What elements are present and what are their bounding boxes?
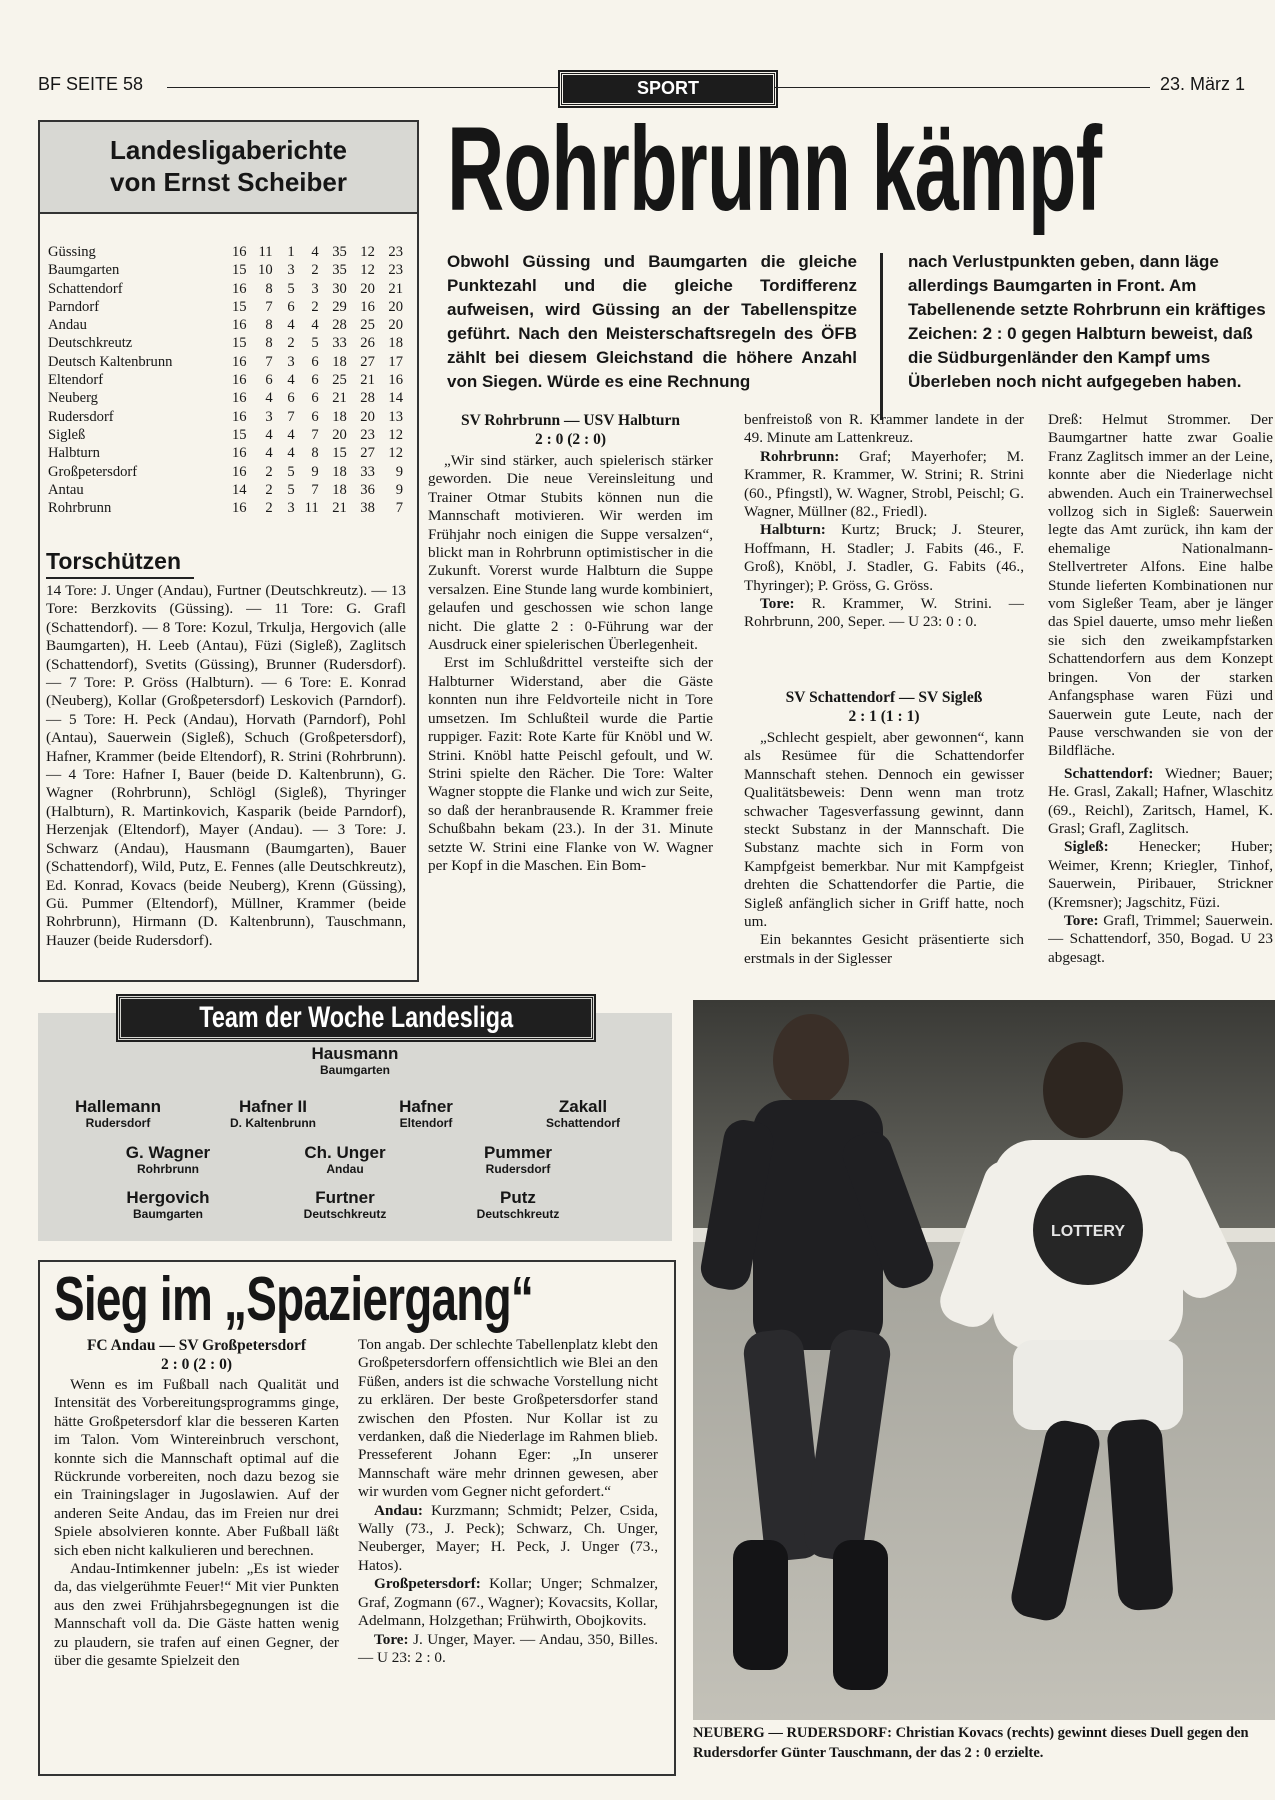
stat-cell: 5 [311,335,319,352]
team-of-week-title-text: Team der Woche Landesliga [199,1001,513,1034]
match1-lineup-b [744,521,1024,595]
scorers-title: Torschützen [46,548,182,574]
player-club: Deutschkreutz [476,1207,560,1221]
scorers-text: 14 Tore: J. Unger (Andau), Furtner (Deutschkreutz). — 13 Tore: Berzkovits (Güssing). — 11 Tore: G. Grafl (Schattendorf). — 8 Tore: Kozul, Trkulja, Hergovich (alle Baumgarten), H. Leeb (Antau), Füzi (Sigleß), Zaglitsch (Schattendorf), Svetits (Güssing), Brunner (Rudersdorf). — 7 Tore: P. Gröss (Halbturn). — 6 Tore: E. Konrad (Neuberg), Kollar (Großpetersdorf) Leskovich (Parndorf). — 5 Tore: H. Peck (Andau), Horvath (Parndorf), Pohl (Antau), Sauerwein (Sigleß), Schuch (Großpetersdorf), Hafner, Krammer (beide Eltendorf), R. Strini (Rohrbrunn). — 4 Tore: Hafner I, Bauer (beide D. Kaltenbrunn), G. Wagner (Rohrbrunn), Schlögl (Sigleß), Thyringer (Halbturn), R. Martinkovich, Kasparik (beide Parndorf), Herzenjak (Eltendorf), Mayer (Andau). — 3 Tore: J. Schwarz (Andau), Hausmann (Baumgarten), Bauer (Schattendorf), Wild, Putz, E. Fennes (alle Deutschkreutz), Ed. Konrad, Kovacs (beide Neuberg), Krenn (Güssing), Gü. Pummer (Eltendorf), Müllner, Krammer (beide Rohrbrunn), Hirmann (D. Kaltenbrunn), Tauschmann, Hauzer (beide Rudersdorf). [46,582,406,949]
stat-cell: 27 [360,353,375,370]
stat-cell: 21 [332,500,347,517]
stat-cell: 15 [231,298,247,315]
stat-cell: 16 [231,500,247,517]
stat-cell: 17 [388,353,403,370]
header-rule-left [167,87,560,88]
standings-table [48,243,403,517]
standings-row [48,499,403,517]
player-ch-unger [270,1143,420,1176]
team-name: Halbturn [48,445,100,462]
match3-p1: Wenn es im Fußball nach Qualität und Intensität des Vorbereitungsprogramms ginge, hätte Großpetersdorf klar die besseren Karten im Talon. Vom Wintereinbruch verschont, konnte sich die Mannschaft optimal auf die Rückrunde vorbereiten, noch dazu bezog sie ein Trainingslager in Jugoslawien. Auf der anderen Seite Andau, das im Freien nur drei Spiele absolvieren konnte. Aber Fußball läßt sich eben nicht kalkulieren und berechnen. [54,1376,339,1559]
standings-row [48,371,403,389]
player-name: Hausmann [311,1044,399,1063]
match2-p2: Ein bekanntes Gesicht präsentierte sich erstmals in der Siglesser [744,931,1024,967]
stat-cell: 8 [311,445,319,462]
stat-cell: 21 [360,372,375,389]
match2-p3: Dreß: Helmut Strommer. Der Baumgartner hatte zwar Goalie Franz Zaglitsch immer an der Leine, konnte aber die Niederlage nicht abwenden. Auch ein Trainerwechsel vollzog sich in Sigleß: Sauerwein legte das Amt zurück, ihn kam der ehemalige Nationalmann-Stellvertreter Alfons. Eine halbe Stunde lieferten Kombinationen nur vom Sigleßer Team, aber je länger das Spiel dauerte, umso mehr ließen sie sich den zweikampfstarken Schattendorfern aus dem Konzept bringen. Von der starken Anfangsphase waren Füzi und Sauerwein gute Leute, nach der Pause verschwanden sie von der Bildfläche. [1048,411,1273,760]
team-name: Schattendorf [48,280,123,297]
player-name: Furtner [315,1188,375,1207]
match1-team-a: Graf; Mayerhofer; M. Krammer, R. Krammer, W. Strini; R. Strini (60., Pfingstl), W. Wagner, Strobl, Peischl; G. Wagner, Müllner (82., Friedl). [744,447,1025,521]
match3-score: 2 : 0 (2 : 0) [160,1356,233,1373]
player-name: Putz [500,1188,536,1207]
stat-cell: 15 [332,445,347,462]
player-club: Rudersdorf [85,1116,151,1130]
stat-cell: 4 [311,244,319,260]
stat-cell: 4 [287,445,295,462]
match3-headline: Sieg im „Spaziergang“ [54,1265,534,1334]
match2-body [744,729,1024,968]
stat-cell: 28 [332,317,347,334]
team-name: Baumgarten [48,262,120,279]
caption-label: NEUBERG — RUDERSDORF: [693,1725,892,1741]
stat-cell: 7 [311,426,319,443]
match1-continued [744,411,1024,632]
player-name: Hergovich [126,1188,210,1207]
match-photo [693,1000,1275,1720]
match1-p1: „Wir sind stärker, auch spielerisch stärker geworden. Die neue Vereinsleitung und Trainer Otmar Stubits können nun die Mannschaft motivieren. Wir werden im Frühjahr noch einigen die Suppe versalzen“, blickt man in Rohrbrunn optimistischer in die Zukunft. Vorerst wurde Halbturn die Suppe versalzen. Eine Stunde lang wurde kombiniert, gelaufen und geschossen wie schon lange nicht. Die glatte 2 : 0-Führung war der Ausdruck einer spielerischen Überlegenheit. [428,452,713,654]
main-headline: Rohrbrunn kämpf [447,102,1102,236]
standings-row [48,408,403,426]
match1-goals: R. Krammer, W. Strini. — Rohrbrunn, 200, Seper. — U 23: 0 : 0. [744,595,1024,631]
player-hafner-ii [198,1097,348,1130]
player-club: Deutschkreutz [303,1207,387,1221]
stat-cell: 11 [304,500,319,517]
stat-cell: 11 [258,244,273,260]
standings-row [48,426,403,444]
team-name: Güssing [48,244,96,260]
stat-cell: 12 [388,426,403,443]
stat-cell: 6 [311,390,319,407]
match3-p2: Andau-Intimkenner jubeln: „Es ist wieder da, das vielgerühmte Feuer!“ Mit vier Punkten aus den zwei Frühjahrsbegegnungen ist die Mannschaft voll da. Die Gäste hatten wenig zu plaudern, sie trafen auf einen Gegner, der über die gesamte Spielzeit den [54,1560,339,1670]
stat-cell: 16 [360,298,375,315]
stat-cell: 21 [332,390,347,407]
stat-cell: 30 [332,280,347,297]
match3-body [54,1376,339,1671]
stat-cell: 8 [265,335,273,352]
match2-lineup-a [1048,765,1273,839]
match1-goals-label: Tore: [760,595,795,613]
match2-score: 2 : 1 (1 : 1) [848,708,920,725]
stat-cell: 18 [388,335,403,352]
stat-cell: 16 [231,390,247,407]
stat-cell: 18 [332,353,347,370]
stat-cell: 3 [287,500,295,517]
match3-goals-label: Tore: [374,1630,409,1648]
stat-cell: 4 [311,317,319,334]
stat-cell: 5 [287,463,295,480]
stat-cell: 7 [311,481,319,498]
match3-goals-line [358,1631,658,1668]
standings-row [48,261,403,279]
standings-row [48,481,403,499]
match3-p3: Ton angab. Der schlechte Tabellenplatz klebt den Großpetersdorfern offensichtlich wie Blei an den Füßen, anders ist die schwache Vorstellung nicht zu erklären. Der beste Großpetersdorfer stand zwischen den Pfosten. Nur Kollar ist zu verdanken, daß die Niederlage im Rahmen blieb. Presseferent Johann Eger: „In unserer Mannschaft wäre mehr drinnen gewesen, aber wir wurden vom Gegner nicht gefordert.“ [358,1336,658,1501]
stat-cell: 16 [231,408,247,425]
match3-lineup-b [358,1575,658,1630]
stat-cell: 2 [265,481,273,498]
stat-cell: 2 [287,335,295,352]
stat-cell: 36 [360,481,375,498]
stat-cell: 16 [388,372,403,389]
stat-cell: 12 [360,244,375,260]
stat-cell: 12 [360,262,375,279]
standings-row [48,444,403,462]
match2-title: SV Schattendorf — SV Sigleß [785,689,983,706]
team-name: Neuberg [48,390,98,407]
stat-cell: 3 [265,408,273,425]
stat-cell: 16 [231,244,247,260]
stat-cell: 6 [287,390,295,407]
player-hausmann [270,1044,440,1077]
match2-team-b-label: Sigleß: [1064,838,1109,856]
jersey-text: LOTTERY [1050,1223,1126,1240]
stat-cell: 7 [265,298,273,315]
match2-goals-label: Tore: [1064,911,1099,929]
stat-cell: 7 [265,353,273,370]
stat-cell: 15 [231,426,247,443]
scorers-underline [46,577,194,579]
team-name: Sigleß [48,426,86,443]
player-name: Pummer [483,1143,553,1162]
match1-body [428,452,713,875]
match2-team-b: Henecker; Huber; Weimer, Krenn; Kriegler, Tinhof, Sauerwein, Piribauer, Strickner (Kremsner); Jagschitz, Füzi. [1048,838,1273,911]
match2-p1: „Schlecht gespielt, aber gewonnen“, kann als Resümee für die Schattendorfer Mannschaft stehen. Dennoch ein gewisser Qualitätsbeweis: Denn wenn man trotz schwacher Tagesverfassung gewinnt, dann steckt Substanz in der Mannschaft. Die Substanz machte sich in Form von Kampfgeist bemerkbar. Nur mit Kampfgeist drehten die Schattendorfer die Partie, die Sigleß anfänglich sicher in Griff hatte, noch um. [744,729,1024,931]
photo-illustration [693,1000,1275,1720]
match1-team-b: Kurtz; Bruck; J. Steurer, Hoffmann, H. Stadler; J. Fabits (46., F. Groß), Knöbl, J. Stadler, G. Fabits (46., Thyringer); P. Gröss, G. Gröss. [744,521,1025,594]
stat-cell: 9 [311,463,319,480]
reports-author: von Ernst Scheiber [110,167,347,197]
stat-cell: 2 [311,298,319,315]
photo-caption [693,1723,1275,1771]
match2-lineup-b [1048,838,1273,912]
match1-goals-line [744,595,1024,632]
stat-cell: 4 [265,445,273,462]
stat-cell: 16 [231,372,247,389]
player-putz [443,1188,593,1221]
reports-title: Landesligaberichte [110,135,347,165]
standings-row [48,353,403,371]
team-name: Deutsch Kaltenbrunn [48,353,173,370]
stat-cell: 20 [360,280,375,297]
stat-cell: 23 [360,426,375,443]
stat-cell: 16 [231,280,247,297]
match3-team-a-label: Andau: [374,1501,423,1519]
stat-cell: 5 [287,481,295,498]
match2-team-a-label: Schattendorf: [1064,764,1154,782]
stat-cell: 2 [265,463,273,480]
player-name: Hafner [399,1097,453,1116]
player-hafner [356,1097,496,1130]
issue-date: 23. März 1 [1160,74,1246,94]
standings-row [48,463,403,481]
stat-cell: 28 [360,390,375,407]
player-pummer [443,1143,593,1176]
player-club: Andau [326,1162,364,1176]
stat-cell: 12 [388,445,403,462]
player-hergovich [93,1188,243,1221]
match3-header [54,1336,339,1374]
stat-cell: 14 [231,481,247,498]
stat-cell: 26 [360,335,375,352]
stat-cell: 6 [311,408,319,425]
lead-right: nach Verlustpunkten geben, dann läge allerdings Baumgarten in Front. Am Tabellenende setzte Rohrbrunn ein kräftiges Zeichen: 2 : 0 gegen Halbturn beweist, daß die Südburgenländer den Kampf ums Überleben noch nicht aufgegeben haben. [908,252,1266,391]
team-name: Andau [48,317,87,334]
player-club: Rudersdorf [485,1162,551,1176]
stat-cell: 35 [332,244,347,260]
player-name: Hafner II [238,1097,308,1116]
match3-goals: J. Unger, Mayer. — Andau, 350, Billes. — U 23: 2 : 0. [358,1630,658,1666]
header-rule-right [775,87,1150,88]
team-name: Eltendorf [48,372,104,389]
team-name: Rudersdorf [48,408,114,425]
stat-cell: 16 [231,317,247,334]
stat-cell: 38 [360,500,375,517]
match3-lineup-a [358,1502,658,1576]
section-label: SPORT [560,72,776,106]
stat-cell: 10 [258,262,273,279]
stat-cell: 9 [395,463,403,480]
stat-cell: 25 [332,372,347,389]
player-name: Hallemann [75,1097,161,1116]
match3-team-b-label: Großpetersdorf: [374,1575,481,1593]
match1-team-b-label: Halbturn: [760,521,826,539]
stat-cell: 25 [360,317,375,334]
stat-cell: 4 [265,426,273,443]
match1-score: 2 : 0 (2 : 0) [534,431,607,448]
stat-cell: 20 [388,298,403,315]
stat-cell: 3 [287,353,295,370]
stat-cell: 14 [388,390,403,407]
team-name: Antau [48,481,84,498]
standings-row [48,334,403,352]
reports-box-header [40,122,417,214]
stat-cell: 23 [388,244,403,260]
player-hallemann [48,1097,188,1130]
match1-p3: benfreistoß von R. Krammer landete in der 49. Minute am Lattenkreuz. [744,411,1024,447]
caption-text: Christian Kovacs (rechts) gewinnt dieses Duell gegen den Rudersdorfer Günter Tauschmann, der das 2 : 0 erzielte. [693,1725,1249,1761]
match2-header [744,688,1024,726]
match3-title: FC Andau — SV Großpetersdorf [86,1337,307,1354]
stat-cell: 21 [388,280,403,297]
team-of-week-box [38,1001,672,1241]
player-g-wagner [93,1143,243,1176]
player-name: Ch. Unger [304,1143,386,1162]
match1-header [428,411,713,449]
stat-cell: 33 [360,463,375,480]
player-name: Zakall [558,1097,608,1116]
match2-continued [1048,411,1273,983]
stat-cell: 6 [311,353,319,370]
stat-cell: 20 [360,408,375,425]
stat-cell: 18 [332,463,347,480]
stat-cell: 4 [287,426,295,443]
team-of-week-title [118,996,594,1040]
stat-cell: 5 [287,280,295,297]
player-name: G. Wagner [125,1143,211,1162]
match2-goals: Grafl, Trimmel; Sauerwein. — Schattendorf, 350, Bogad. U 23 abgesagt. [1048,911,1273,966]
stat-cell: 20 [332,426,347,443]
standings-row [48,280,403,298]
match1-p2: Erst im Schlußdrittel versteifte sich der Halbturner Widerstand, aber die Gäste konnten nun ihre Feldvorteile nicht in Tore umsetzen. Im Schlußteil wurde die Partie ruppiger. Fazit: Rote Karte für Knöbl und W. Strini. Knöbl hatte Peischl gefoult, und W. Strini spielte den Rächer. Die Tore: Walter Wagner stoppte die Flanke und wich zur Seite, so daß der heranbrausende R. Krammer freie Schußbahn bekam (23.). In der 31. Minute setzte W. Strini eine Flanke von W. Wagner per Kopf in die Maschen. Ein Bom- [428,654,713,874]
match2-team-a: Wiedner; Bauer; He. Grasl, Zakall; Hafner, Wlaschitz (69., Reichl), Zaritsch, Hamel, K. Grasl; Grafl, Zaglitsch. [1048,764,1273,837]
stat-cell: 9 [395,481,403,498]
match1-team-a-label: Rohrbrunn: [760,447,840,465]
stat-cell: 27 [360,445,375,462]
stat-cell: 4 [265,390,273,407]
standings-row [48,389,403,407]
team-name: Rohrbrunn [48,500,112,517]
stat-cell: 15 [231,335,247,352]
player-zakall [508,1097,658,1130]
team-name: Großpetersdorf [48,463,138,480]
match2-goals-line [1048,912,1273,967]
stat-cell: 35 [332,262,347,279]
stat-cell: 20 [388,317,403,334]
stat-cell: 15 [231,262,247,279]
stat-cell: 3 [311,280,319,297]
stat-cell: 16 [231,353,247,370]
player-furtner [270,1188,420,1221]
stat-cell: 29 [332,298,347,315]
stat-cell: 6 [311,372,319,389]
stat-cell: 8 [265,280,273,297]
match3-team-a: Kurzmann; Schmidt; Pelzer, Csida, Wally (73., J. Peck); Schwarz, Ch. Unger, Neuberger, Mayer; H. Peck, J. Unger (73., Hatos). [358,1501,659,1574]
stat-cell: 13 [388,408,403,425]
stat-cell: 6 [287,298,295,315]
stat-cell: 1 [287,244,295,260]
stat-cell: 2 [265,500,273,517]
stat-cell: 6 [265,372,273,389]
lead-left: Obwohl Güssing und Baumgarten die gleiche Punktezahl und die gleiche Tordifferenz aufweisen, wird Güssing an der Tabellenspitze geführt. Nach den Meisterschaftsregeln des ÖFB zählt bei diesem Gleichstand die höhere Anzahl von Siegen. Würde es eine Rechnung [447,252,857,391]
player-club: Eltendorf [399,1116,453,1130]
stat-cell: 4 [287,372,295,389]
standings-row [48,298,403,316]
stat-cell: 23 [388,262,403,279]
match3-team-b: Kollar; Unger; Schmalzer, Graf, Zogmann (67., Wagner); Kovacsits, Kollar, Adelmann, Holzgethan; Frühwirth, Obojkovits. [358,1575,658,1630]
stat-cell: 8 [265,317,273,334]
standings-row [48,243,403,261]
page-number: BF SEITE 58 [38,74,144,94]
lead-divider [880,253,883,420]
stat-cell: 18 [332,408,347,425]
match3-continued [358,1336,658,1667]
match1-lineup-a [744,448,1024,522]
stat-cell: 16 [231,445,247,462]
team-name: Deutschkreutz [48,335,133,352]
standings-row [48,316,403,334]
team-name: Parndorf [48,298,100,315]
player-club: Schattendorf [545,1116,620,1130]
stat-cell: 7 [395,500,403,517]
stat-cell: 18 [332,481,347,498]
stat-cell: 16 [231,463,247,480]
stat-cell: 33 [332,335,347,352]
stat-cell: 3 [287,262,295,279]
player-club: Rohrbrunn [137,1162,199,1176]
stat-cell: 7 [287,408,295,425]
player-club: Baumgarten [319,1063,390,1077]
stat-cell: 4 [287,317,295,334]
player-club: D. Kaltenbrunn [230,1116,316,1130]
player-club: Baumgarten [132,1207,203,1221]
match1-title: SV Rohrbrunn — USV Halbturn [460,412,681,429]
stat-cell: 2 [311,262,319,279]
